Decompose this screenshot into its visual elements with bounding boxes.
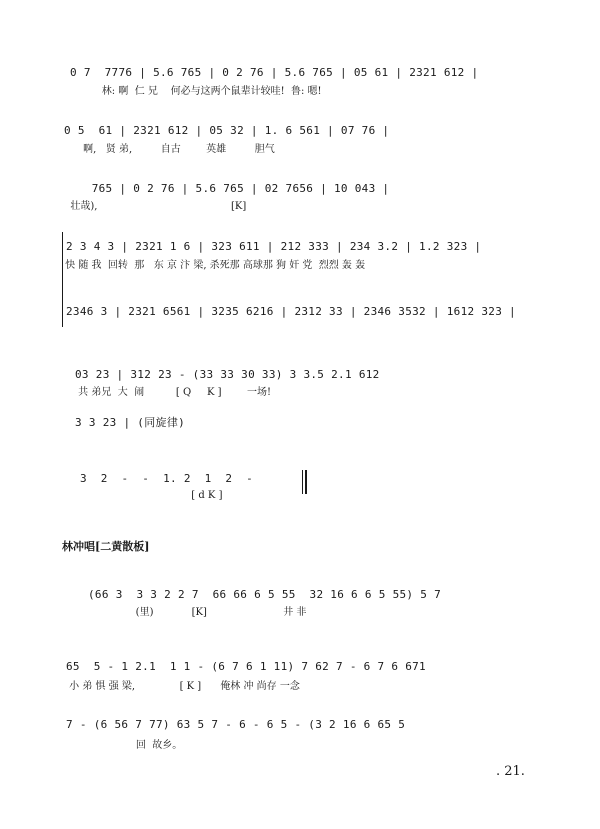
lyric-row: 共 弟兄 大 闹 [ Q K ] 一场! [75,387,272,398]
lyric-row: 回 故乡。 [66,740,183,751]
lyric-row: (里) [K] 井 非 [88,607,307,618]
notation-row: 65 5 - 1 2.1 1 1 - (6 7 6 1 11) 7 62 7 - 6 7 6 671 [66,660,426,673]
lyric-row: 啊, 贤 弟, 自古 英雄 胆气 [64,144,275,155]
notation-row: 2 3 4 3 | 2321 1 6 | 323 611 | 212 333 | 234 3.2 | 1.2 323 | [66,240,482,253]
notation-row: 7 - (6 56 7 77) 63 5 7 - 6 - 6 5 - (3 2 16 6 65 5 [66,718,406,731]
notation-row: 765 | 0 2 76 | 5.6 765 | 02 7656 | 10 043 | [64,182,390,195]
lyric-row: 小 弟 惧 强 梁, [ K ] 俺林 冲 尚存 一念 [66,681,300,692]
notation-row: 2346 3 | 2321 6561 | 3235 6216 | 2312 33 | 2346 3532 | 1612 323 | [66,305,516,318]
notation-row: 3 2 - - 1. 2 1 2 - [80,472,254,485]
notation-row: (66 3 3 3 2 2 7 66 66 6 5 55 32 16 6 6 5 55) 5 7 [88,588,442,601]
final-barline-thick [305,470,307,494]
notation-row: 3 3 23 | (同旋律) [75,416,186,429]
section-heading: 林冲唱[二黄散板] [62,540,150,553]
lyric-row: 壮哉), [K] [64,201,247,212]
notation-row: 03 23 | 312 23 - (33 33 30 33) 3 3.5 2.1 612 [75,368,380,381]
notation-row: 0 5 61 | 2321 612 | 05 32 | 1. 6 561 | 07 76 | [64,124,390,137]
notation-row: 0 7 7776 | 5.6 765 | 0 2 76 | 5.6 765 | 05 61 | 2321 612 | [70,66,479,79]
page-number: . 21. [496,764,525,779]
lyric-row: [ d K ] [80,490,223,501]
final-barline [302,470,303,494]
lyric-row: 林: 啊 仁 兄 何必与这两个鼠辈计较哇! 鲁: 嗯! [70,86,322,97]
system-bracket [62,232,63,327]
lyric-row: 快 随 我 回转 那 东 京 汴 梁, 杀死那 高球那 狗 奸 党 烈烈 轰 轰 [62,260,366,271]
